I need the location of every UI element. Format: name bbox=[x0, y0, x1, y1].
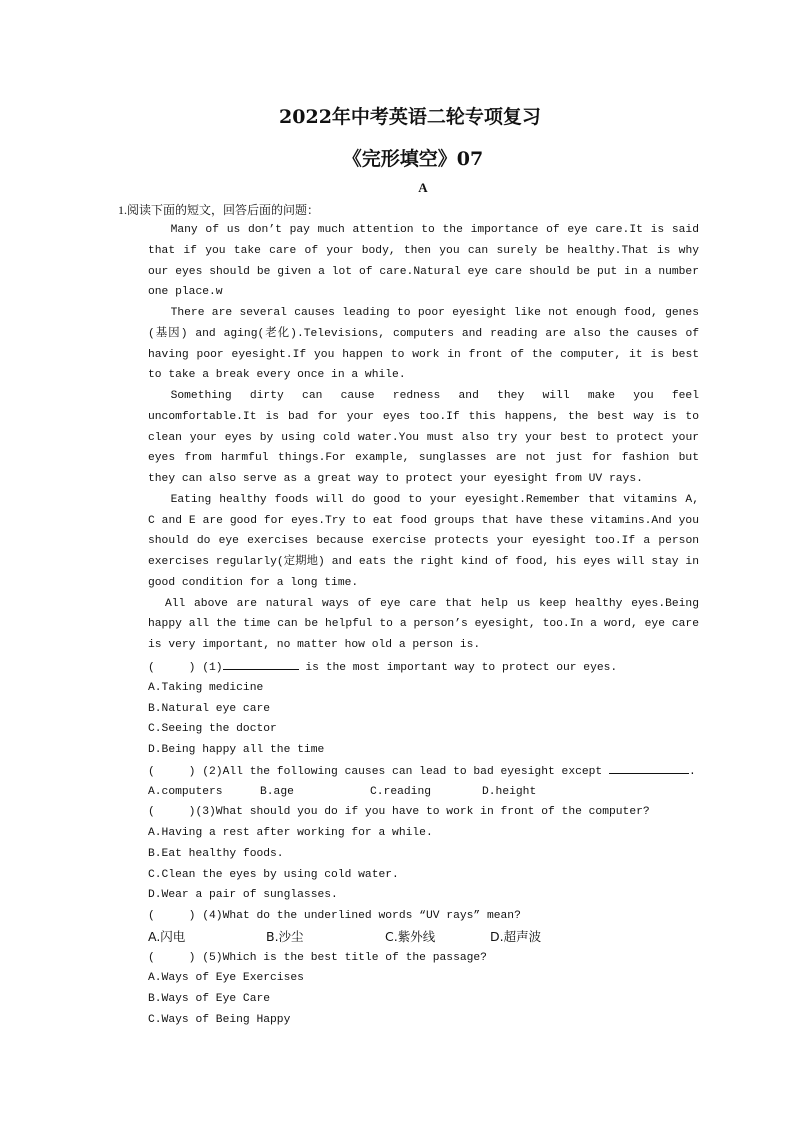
option-item[interactable]: A.Taking medicine bbox=[148, 681, 264, 694]
option-item[interactable]: C.Clean the eyes by using cold water. bbox=[148, 868, 399, 881]
option-item[interactable]: A.Ways of Eye Exercises bbox=[148, 972, 304, 985]
paragraph-5: All above are natural ways of eye care that help us keep healthy eyes.Being happy all the time can be helpful to a person’s eyesight, too.In a word, eye care is very important, no matter how old a person is. bbox=[148, 597, 699, 651]
option-row bbox=[148, 927, 708, 948]
paragraph-4: Eating healthy foods will do good to your eyesight.Remember that vitamins A, C and E are good for eyes.Try to eat food groups that have these vitamins.And you should do eye exercises because exercise protects your eyesight too.If a person exercises regularly(定期地) and eats the right kind of food, his eyes will stay in good condition for a long time. bbox=[148, 493, 699, 589]
answer-blank[interactable] bbox=[609, 761, 689, 774]
document-subtitle: 《完形填空》07 bbox=[342, 148, 484, 170]
option-item[interactable]: A.computers bbox=[148, 785, 223, 798]
option-item[interactable]: C.reading bbox=[370, 785, 432, 798]
option-item[interactable]: D.超声波 bbox=[490, 928, 542, 944]
option-item[interactable]: B.Ways of Eye Care bbox=[148, 993, 271, 1005]
option-item[interactable]: D.Wear a pair of sunglasses. bbox=[148, 889, 338, 902]
paragraph-3: Something dirty can cause redness and they will make you feel uncomfortable.It is bad for your eyes too.If this happens, the best way is to clean your eyes by using cold water.You must also try your best to protect your eyes from harmful things.For example, sunglasses are not just for fashion but they can also serve as a great way to protect your eyesight from UV rays. bbox=[148, 390, 699, 485]
option-item[interactable]: C.Ways of Being Happy bbox=[148, 1013, 291, 1026]
option-item[interactable]: A.Having a rest after working for a while. bbox=[148, 827, 433, 839]
question-1 bbox=[148, 657, 708, 678]
question-list bbox=[148, 657, 708, 1031]
question-1-prefix: ( ) (1) bbox=[148, 662, 223, 674]
option-item[interactable]: B.Eat healthy foods. bbox=[148, 847, 284, 860]
option-item[interactable]: A.闪电 bbox=[148, 928, 186, 944]
option-item[interactable]: D.height bbox=[482, 785, 537, 798]
question-2-prefix: ( ) (2)All the following causes can lead to bad eyesight except bbox=[148, 765, 609, 778]
paragraph-2: There are several causes leading to poor eyesight like not enough food, genes (基因) and aging(老化).Televisions, computers and reading are also the causes of having poor eyesight.If you happen to work in front of the computer, it is best to take a break every once in a while. bbox=[148, 307, 699, 382]
answer-blank[interactable] bbox=[223, 657, 299, 670]
question-4: ( ) (4)What do the underlined words “UV rays” mean? bbox=[148, 910, 521, 922]
option-item[interactable]: C.紫外线 bbox=[385, 928, 436, 944]
question-2 bbox=[148, 761, 708, 782]
option-item[interactable]: B.age bbox=[260, 785, 294, 798]
question-5: ( ) (5)Which is the best title of the passage? bbox=[148, 951, 487, 964]
question-2-suffix: . bbox=[689, 765, 696, 778]
option-item[interactable]: C.Seeing the doctor bbox=[148, 723, 277, 736]
question-3: ( )(3)What should you do if you have to work in front of the computer? bbox=[148, 806, 650, 819]
instruction: 1.阅读下面的短文，回答后面的问题： bbox=[118, 203, 320, 217]
option-row bbox=[148, 782, 708, 803]
question-1-stem: is the most important way to protect our eyes. bbox=[298, 662, 618, 674]
reading-passage bbox=[148, 220, 699, 656]
paragraph-1: Many of us don’t pay much attention to the importance of eye care.It is said that if you take care of your body, then you can surely be healthy.That is why our eyes should be given a lot of care.Natural eye care should be put in a number one place.w bbox=[148, 224, 699, 299]
option-item[interactable]: D.Being happy all the time bbox=[148, 744, 325, 756]
document-title: 2022年中考英语二轮专项复习 bbox=[279, 106, 541, 128]
option-item[interactable]: B.Natural eye care bbox=[148, 702, 271, 715]
section-label: A bbox=[418, 180, 428, 195]
option-item[interactable]: B.沙尘 bbox=[266, 928, 304, 944]
